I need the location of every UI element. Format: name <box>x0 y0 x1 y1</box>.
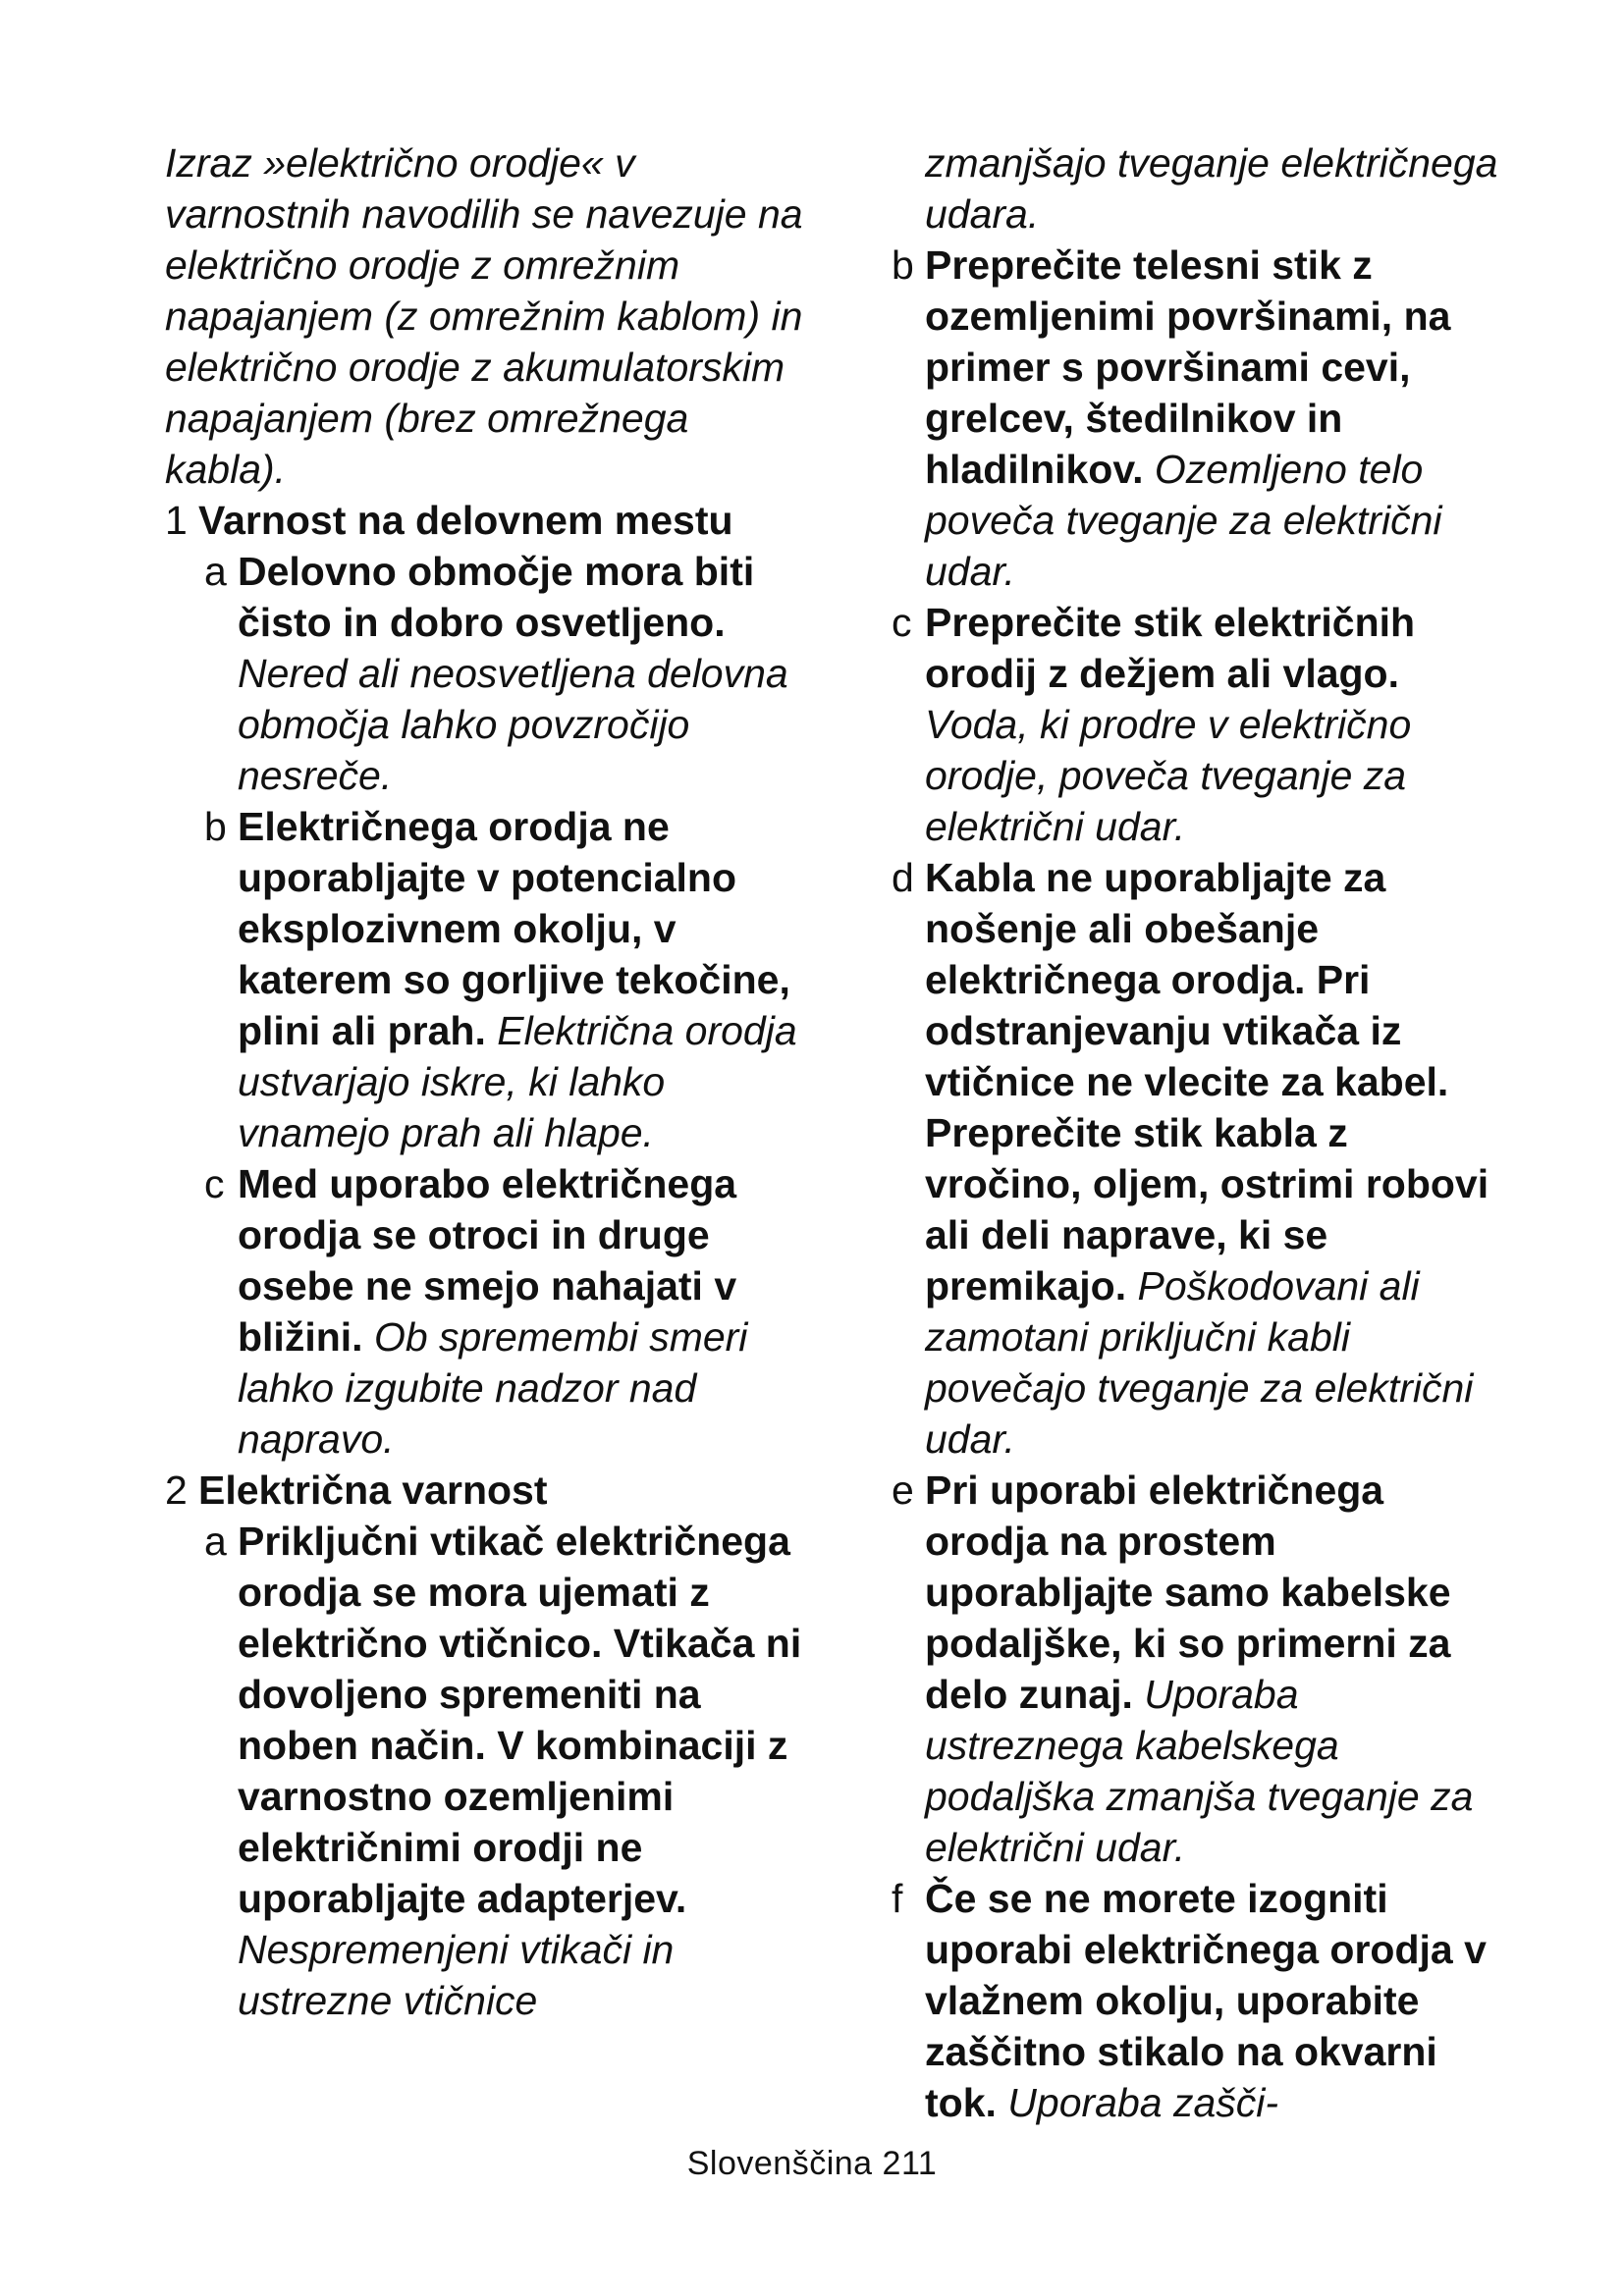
section-2-item-d <box>892 852 1500 1465</box>
section-2-number: 2 <box>165 1468 188 1513</box>
item-mark: a <box>204 549 227 594</box>
item-italic-text: Ob spremembi smeri lahko izgubite nadzor nad napravo. <box>238 1314 748 1462</box>
left-column <box>165 137 803 2026</box>
item-mark: d <box>892 855 914 900</box>
item-bold-text: Delovno območje mora biti čisto in dobro osvetljeno. <box>238 549 755 645</box>
section-2-item-f <box>892 1873 1500 2128</box>
section-1-item-a <box>165 546 803 801</box>
item-mark: c <box>892 600 912 645</box>
page-number: 211 <box>882 2145 938 2182</box>
item-bold-text: Pri uporabi električnega orodja na prostem uporabljajte samo kabelske podaljške, ki so primerni za delo zunaj. <box>925 1468 1451 1717</box>
item-bold-text: Preprečite stik električnih orodij z dežjem ali vlago. <box>925 600 1416 696</box>
item-bold-text: Med uporabo električnega orodja se otroci in druge osebe ne smejo nahajati v bližini. <box>238 1161 737 1360</box>
item-italic-text: Električna orodja ustvarjajo iskre, ki lahko vnamejo prah ali hlape. <box>238 1008 797 1155</box>
item-mark: b <box>204 804 227 849</box>
item-bold-text: Električnega orodja ne uporabljajte v potencialno eksplozivnem okolju, v katerem so gorljive tekočine, plini ali prah. <box>238 804 790 1053</box>
item-mark: a <box>204 1519 227 1564</box>
section-2-title: Električna varnost <box>198 1468 548 1513</box>
item-italic-text: Poškodovani ali zamotani priključni kabli povečajo tveganje za električni udar. <box>925 1263 1474 1462</box>
section-1-item-c <box>165 1158 803 1465</box>
item-italic-text: Nered ali neosvetljena delovna območja lahko povzročijo nesreče. <box>238 651 788 798</box>
section-2-item-c <box>892 597 1500 852</box>
intro-paragraph: Izraz »električno orodje« v varnostnih navodilih se navezuje na električno orodje z omrežnim napajanjem (z omrežnim kablom) in električno orodje z akumulatorskim napajanjem (brez omrežnega kabla). <box>165 140 803 492</box>
page-footer <box>0 2145 1624 2183</box>
section-2-heading <box>165 1465 803 1516</box>
item-bold-text: Preprečite telesni stik z ozemljenimi površinami, na primer s površinami cevi, grelcev, štedilnikov in hladilnikov. <box>925 242 1451 492</box>
item-mark: f <box>892 1876 903 1921</box>
item-bold-text: Priključni vtikač električnega orodja se mora ujemati z električno vtičnico. Vtikača ni dovoljeno spremeniti na noben način. V kombinaciji z varnostno ozemljenimi električnimi orodji ne uporabljajte adapterjev. <box>238 1519 802 1921</box>
item-mark: c <box>204 1161 225 1206</box>
item-italic-text: Ozemljeno telo poveča tveganje za električni udar. <box>925 447 1442 594</box>
item-bold-text: Če se ne morete izogniti uporabi električnega orodja v vlažnem okolju, uporabite zaščitno stikalo na okvarni tok. <box>925 1876 1487 2125</box>
item-italic-text: Voda, ki prodre v električno orodje, poveča tveganje za električni udar. <box>925 702 1412 849</box>
footer-language: Slovenščina <box>686 2145 873 2182</box>
section-2-item-e <box>892 1465 1500 1873</box>
right-column <box>892 137 1500 2128</box>
section-2-item-a <box>165 1516 803 2026</box>
section-2-item-b <box>892 240 1500 597</box>
item-italic-text: Nespremenjeni vtikači in ustrezne vtičnice <box>238 1927 675 2023</box>
continuation-text: zmanjšajo tveganje električnega udara. <box>925 140 1498 237</box>
item-mark: b <box>892 242 914 288</box>
item-mark: e <box>892 1468 914 1513</box>
section-1-heading <box>165 495 803 546</box>
section-1-item-b <box>165 801 803 1158</box>
section-1-title: Varnost na delovnem mestu <box>198 498 733 543</box>
item-bold-text: Kabla ne uporabljajte za nošenje ali obešanje električnega orodja. Pri odstranjevanju vtikača iz vtičnice ne vlecite za kabel. Preprečite stik kabla z vročino, oljem, ostrimi robovi ali deli naprave, ki se premikajo. <box>925 855 1489 1308</box>
section-1-number: 1 <box>165 498 188 543</box>
item-italic-text: Uporaba zašči- <box>996 2080 1279 2125</box>
item-italic-text: Uporaba ustreznega kabelskega podaljška zmanjša tveganje za električni udar. <box>925 1672 1474 1870</box>
